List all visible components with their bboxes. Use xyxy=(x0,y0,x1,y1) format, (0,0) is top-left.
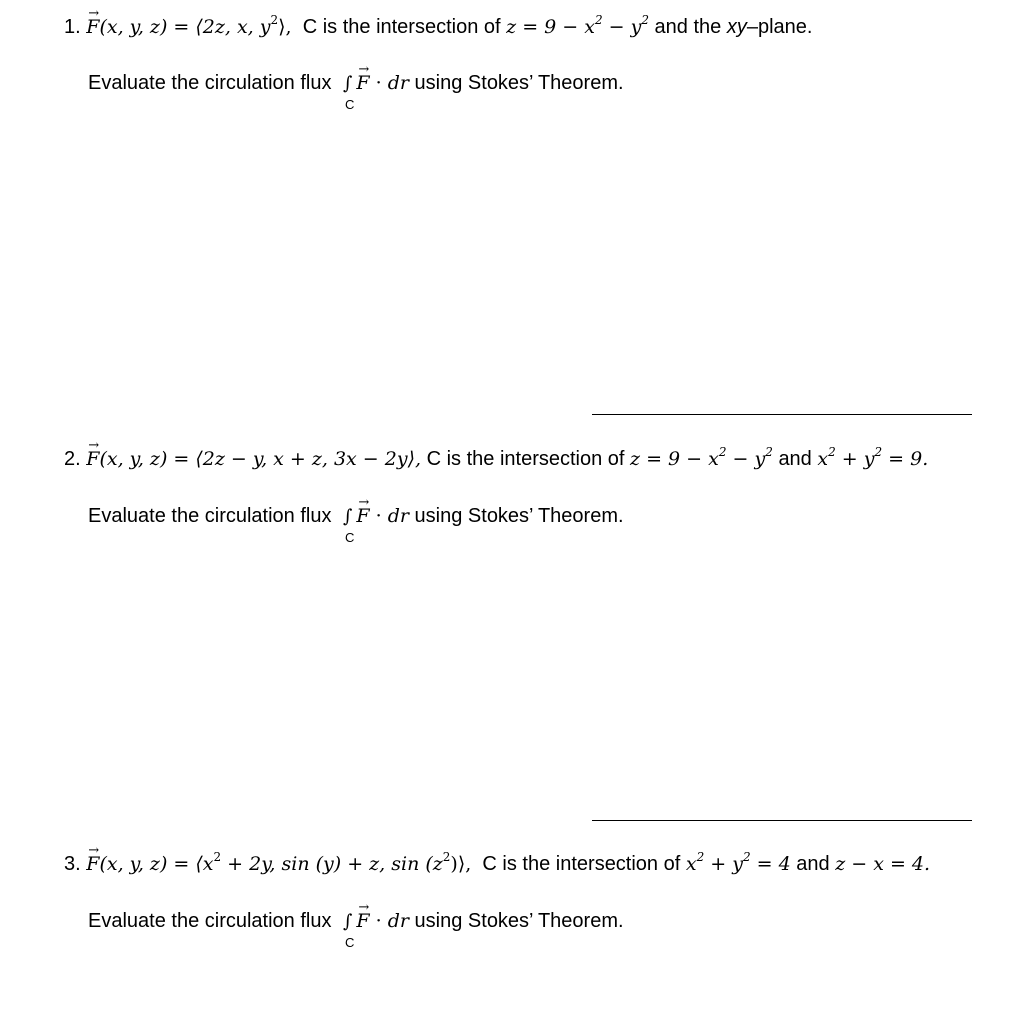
problem-number: 3. xyxy=(64,853,81,875)
answer-divider-1 xyxy=(592,414,972,415)
vector-field-symbol: → F xyxy=(86,446,99,472)
problem-number: 1. xyxy=(64,16,81,38)
problem-3-instruction: Evaluate the circulation flux ∫ C → F · dr using Stokes’ Theorem. xyxy=(88,908,624,935)
problem-2 xyxy=(64,444,984,545)
line-integral-symbol: ∫ C xyxy=(343,73,355,112)
problem-1-instruction: Evaluate the circulation flux ∫ C → F · dr using Stokes’ Theorem. xyxy=(88,70,624,97)
problem-2-statement: 2. → F(x, y, z) = ⟨2z − y, x + z, 3x − 2y⟩, C is the intersection of $z = 9 - x^2 - y^2$ and $x^2 + y^2 = 9$. xyxy=(64,446,984,472)
problem-3-statement: 3. → F(x, y, $z) = ⟨x^2 + 2y$, sin (y) + z, $\sin (z^2)⟩$, C is the intersection of $x^2 + y^2 = 4$ and z − x = 4. xyxy=(64,851,984,877)
problem-1-statement: 1. → F(x, y, z) = ⟨2z, x, $y^2⟩$, C is the intersection of $z = 9 - x^2 - y^2$ and the xy–plane. xyxy=(64,14,984,40)
problem-1 xyxy=(64,12,984,112)
line-integral-symbol: ∫ C xyxy=(343,911,355,950)
line-integral-symbol: ∫ C xyxy=(343,506,355,545)
vector-field-symbol: → F xyxy=(86,851,99,877)
vector-field-symbol: → F xyxy=(86,14,99,40)
answer-divider-2 xyxy=(592,820,972,821)
problem-number: 2. xyxy=(64,448,81,470)
problem-2-instruction: Evaluate the circulation flux ∫ C → F · dr using Stokes’ Theorem. xyxy=(88,503,624,530)
problem-3 xyxy=(64,849,984,950)
